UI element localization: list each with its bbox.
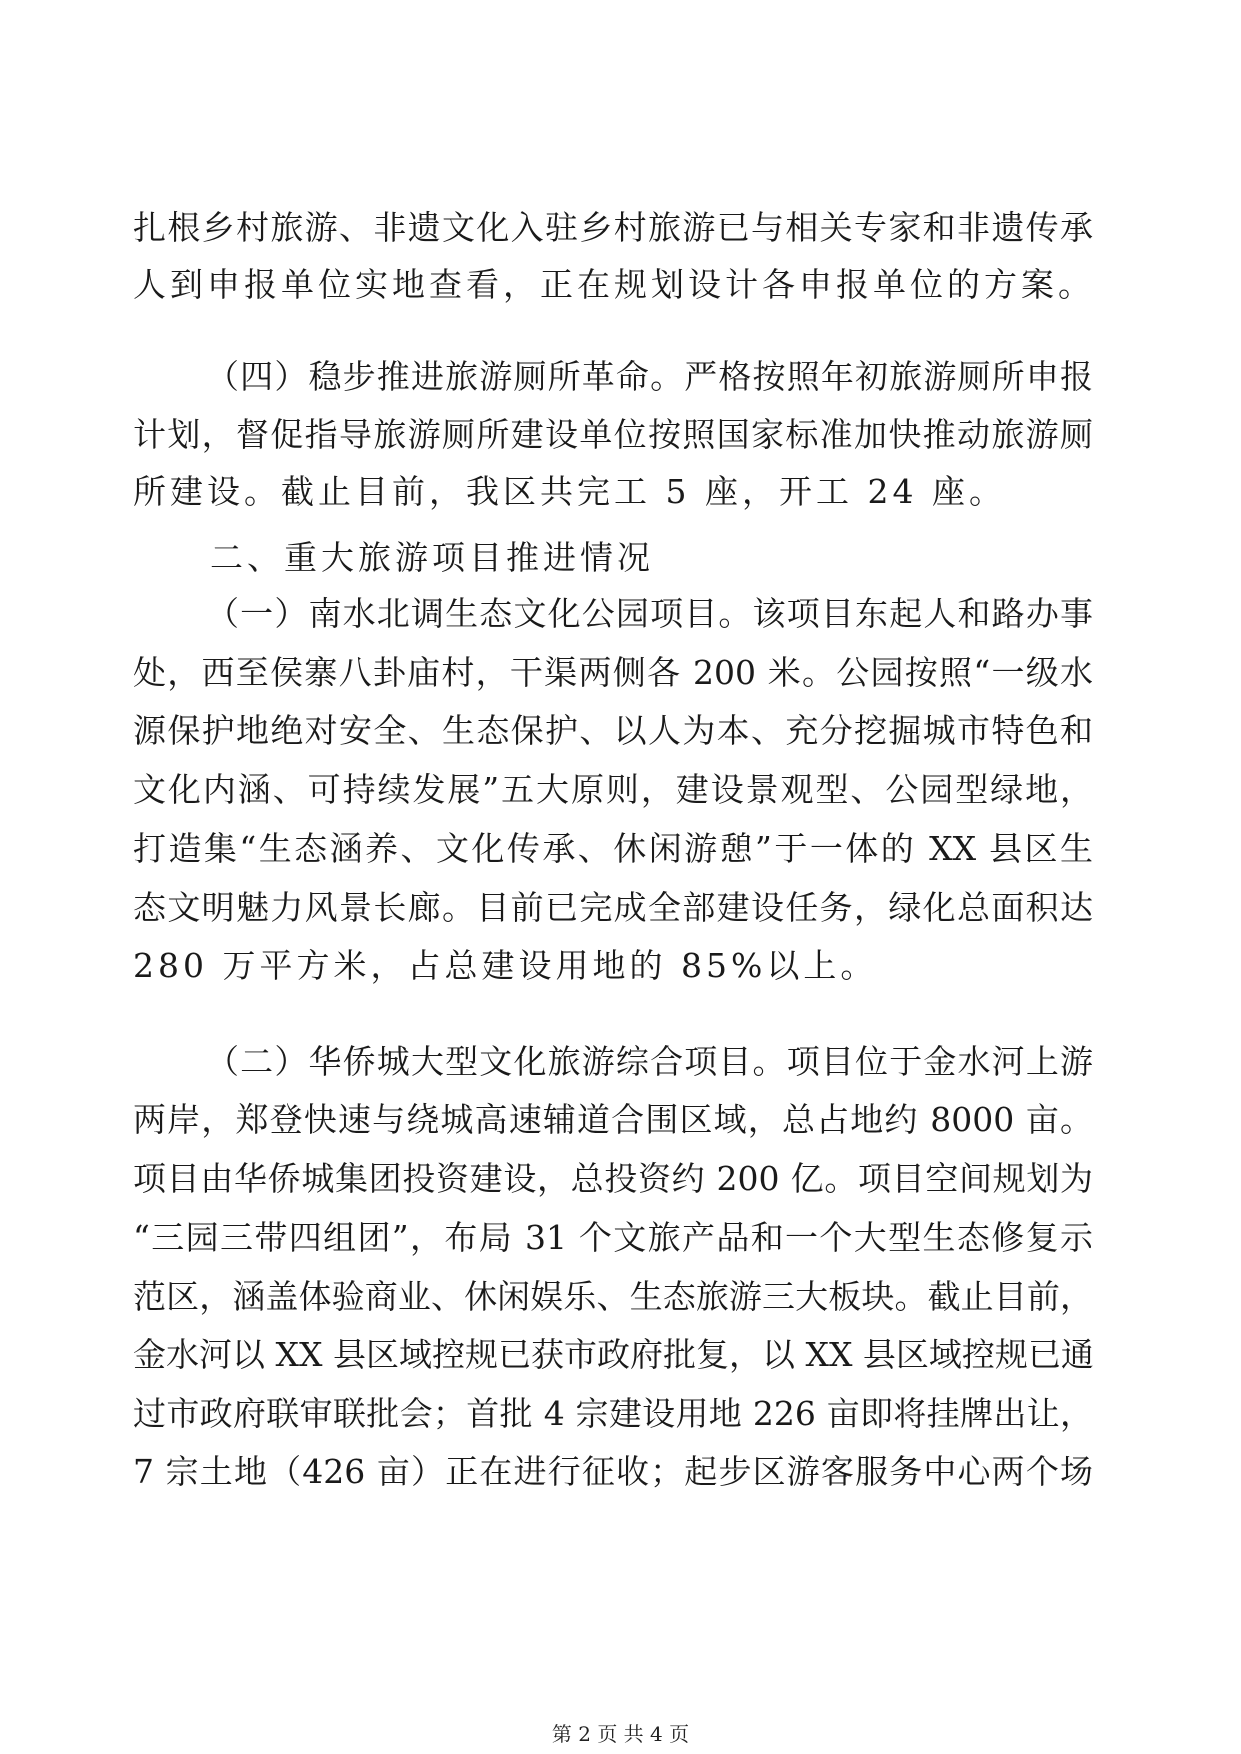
paragraph-line: 态文明魅力风景长廊。目前已完成全部建设任务，绿化总面积达 bbox=[133, 888, 1093, 927]
page-number-footer: 第 2 页 共 4 页 bbox=[551, 1722, 690, 1746]
paragraph-line: 金水河以 XX 县区域控规已获市政府批复，以 XX 县区域控规已通 bbox=[133, 1335, 1094, 1374]
paragraph-line: （四）稳步推进旅游厕所革命。严格按照年初旅游厕所申报 bbox=[206, 357, 1093, 396]
paragraph-line: 人到申报单位实地查看，正在规划设计各申报单位的方案。 bbox=[133, 265, 1095, 304]
paragraph-line: 扎根乡村旅游、非遗文化入驻乡村旅游已与相关专家和非遗传承 bbox=[133, 208, 1093, 247]
paragraph-line: 计划，督促指导旅游厕所建设单位按照国家标准加快推动旅游厕 bbox=[133, 415, 1093, 454]
paragraph-line: 项目由华侨城集团投资建设，总投资约 200 亿。项目空间规划为 bbox=[133, 1159, 1093, 1198]
paragraph-line: 文化内涵、可持续发展”五大原则，建设景观型、公园型绿地， bbox=[133, 770, 1093, 809]
paragraph-line: （二）华侨城大型文化旅游综合项目。项目位于金水河上游 bbox=[206, 1042, 1093, 1081]
section-heading: 二、重大旅游项目推进情况 bbox=[210, 538, 654, 577]
paragraph-line: 处，西至侯寨八卦庙村，干渠两侧各 200 米。公园按照“一级水 bbox=[133, 653, 1093, 692]
paragraph-line: 所建设。截止目前，我区共完工 5 座，开工 24 座。 bbox=[133, 472, 1006, 511]
paragraph-line: （一）南水北调生态文化公园项目。该项目东起人和路办事 bbox=[206, 594, 1093, 633]
paragraph-line: 范区，涵盖体验商业、休闲娱乐、生态旅游三大板块。截止目前， bbox=[133, 1277, 1093, 1316]
paragraph-line: 打造集“生态涵养、文化传承、休闲游憩”于一体的 XX 县区生 bbox=[133, 829, 1093, 868]
paragraph-line: 源保护地绝对安全、生态保护、以人为本、充分挖掘城市特色和 bbox=[133, 711, 1093, 750]
paragraph-line: 7 宗土地（426 亩）正在进行征收；起步区游客服务中心两个场 bbox=[133, 1452, 1093, 1491]
paragraph-line: “三园三带四组团”，布局 31 个文旅产品和一个大型生态修复示 bbox=[133, 1218, 1093, 1257]
paragraph-line: 两岸，郑登快速与绕城高速辅道合围区域，总占地约 8000 亩。 bbox=[133, 1100, 1093, 1139]
paragraph-line: 280 万平方米，占总建设用地的 85%以上。 bbox=[133, 946, 878, 985]
paragraph-line: 过市政府联审联批会；首批 4 宗建设用地 226 亩即将挂牌出让， bbox=[133, 1394, 1093, 1433]
